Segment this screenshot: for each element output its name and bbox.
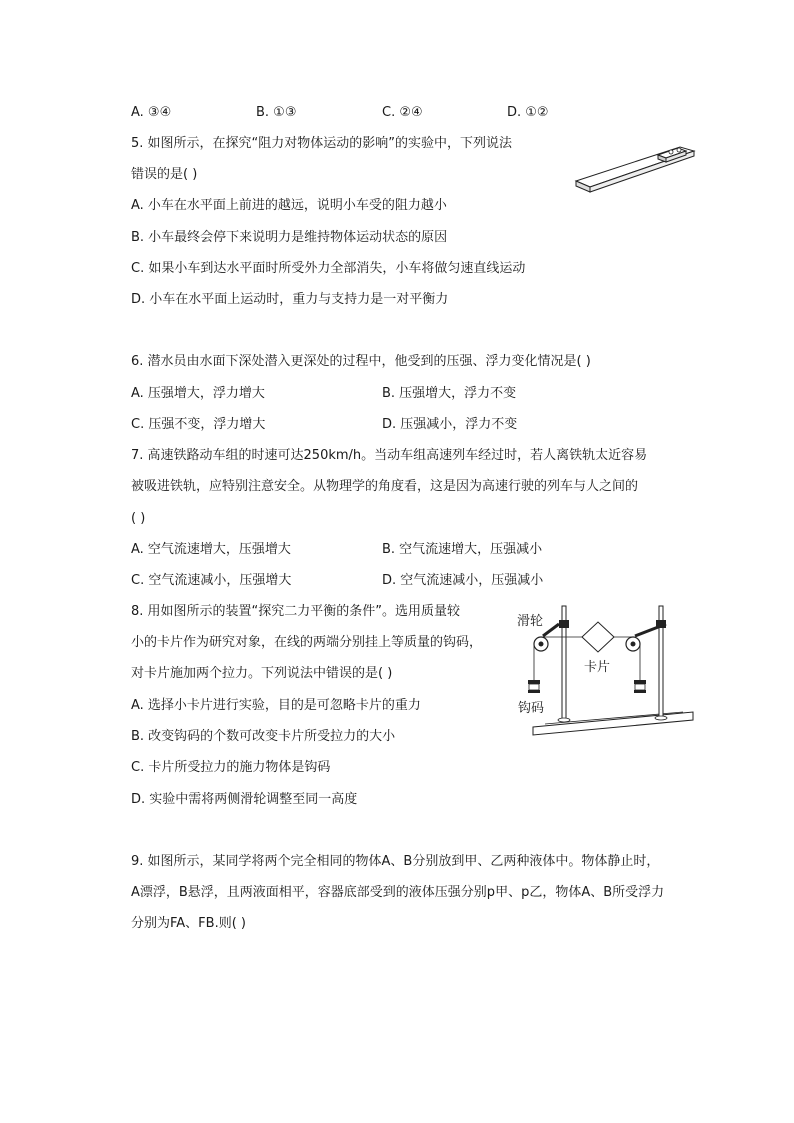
q4-option-d: D. ①②	[507, 105, 549, 120]
q7-option-b: B. 空气流速增大，压强减小	[382, 542, 543, 557]
q5-option-d: D. 小车在水平面上运动时，重力与支持力是一对平衡力	[131, 292, 449, 307]
q7-option-c: C. 空气流速减小，压强增大	[131, 573, 292, 588]
q7-stem-line-3: ( )	[131, 511, 146, 526]
q8-option-b: B. 改变钩码的个数可改变卡片所受拉力的大小	[131, 729, 396, 744]
q8-stem-line-2: 小的卡片作为研究对象，在线的两端分别挂上等质量的钩码，	[131, 635, 483, 650]
balance-apparatus-figure	[515, 600, 695, 745]
q8-stem-line-1: 8. 用如图所示的装置“探究二力平衡的条件”。选用质量较	[131, 604, 461, 619]
q8-option-c: C. 卡片所受拉力的施力物体是钩码	[131, 760, 331, 775]
pulley-label: 滑轮	[517, 614, 544, 629]
q6-stem: 6. 潜水员由水面下深处潜入更深处的过程中，他受到的压强、浮力变化情况是( )	[131, 354, 591, 369]
q7-option-d: D. 空气流速减小，压强减小	[382, 573, 544, 588]
q6-option-c: C. 压强不变，浮力增大	[131, 417, 266, 432]
card-label: 卡片	[584, 660, 611, 675]
q5-stem-line-1: 5. 如图所示，在探究“阻力对物体运动的影响”的实验中，下列说法	[131, 136, 513, 151]
q5-option-b: B. 小车最终会停下来说明力是维持物体运动状态的原因	[131, 230, 448, 245]
q8-stem-line-3: 对卡片施加两个拉力。下列说法中错误的是( )	[131, 666, 393, 681]
q7-option-a: A. 空气流速增大，压强增大	[131, 542, 291, 557]
q6-option-d: D. 压强减小，浮力不变	[382, 417, 518, 432]
q8-option-a: A. 选择小卡片进行实验，目的是可忽略卡片的重力	[131, 698, 421, 713]
q9-stem-line-2: A漂浮，B悬浮，且两液面相平，容器底部受到的液体压强分别p甲、p乙，物体A、B所受浮力	[131, 885, 665, 900]
q5-option-a: A. 小车在水平面上前进的越远，说明小车受的阻力越小	[131, 198, 447, 213]
q5-option-c: C. 如果小车到达水平面时所受外力全部消失，小车将做匀速直线运动	[131, 261, 526, 276]
q9-stem-line-1: 9. 如图所示，某同学将两个完全相同的物体A、B分别放到甲、乙两种液体中。物体静止时，	[131, 854, 660, 869]
q7-stem-line-1: 7. 高速铁路动车组的时速可达250km/h。当动车组高速列车经过时，若人离铁轨太近容易	[131, 448, 648, 463]
q4-option-c: C. ②④	[382, 105, 423, 120]
q5-stem-line-2: 错误的是( )	[131, 167, 198, 182]
ramp-cart-figure	[570, 135, 700, 197]
q7-stem-line-2: 被吸进铁轨，应特别注意安全。从物理学的角度看，这是因为高速行驶的列车与人之间的	[131, 479, 639, 494]
q9-stem-line-3: 分别为FA、FB.则( )	[131, 916, 246, 931]
weight-label: 钩码	[518, 701, 545, 716]
q8-option-d: D. 实验中需将两侧滑轮调整至同一高度	[131, 792, 358, 807]
q6-option-a: A. 压强增大，浮力增大	[131, 386, 265, 401]
q4-option-b: B. ①③	[256, 105, 297, 120]
q6-option-b: B. 压强增大，浮力不变	[382, 386, 517, 401]
q4-option-a: A. ③④	[131, 105, 172, 120]
